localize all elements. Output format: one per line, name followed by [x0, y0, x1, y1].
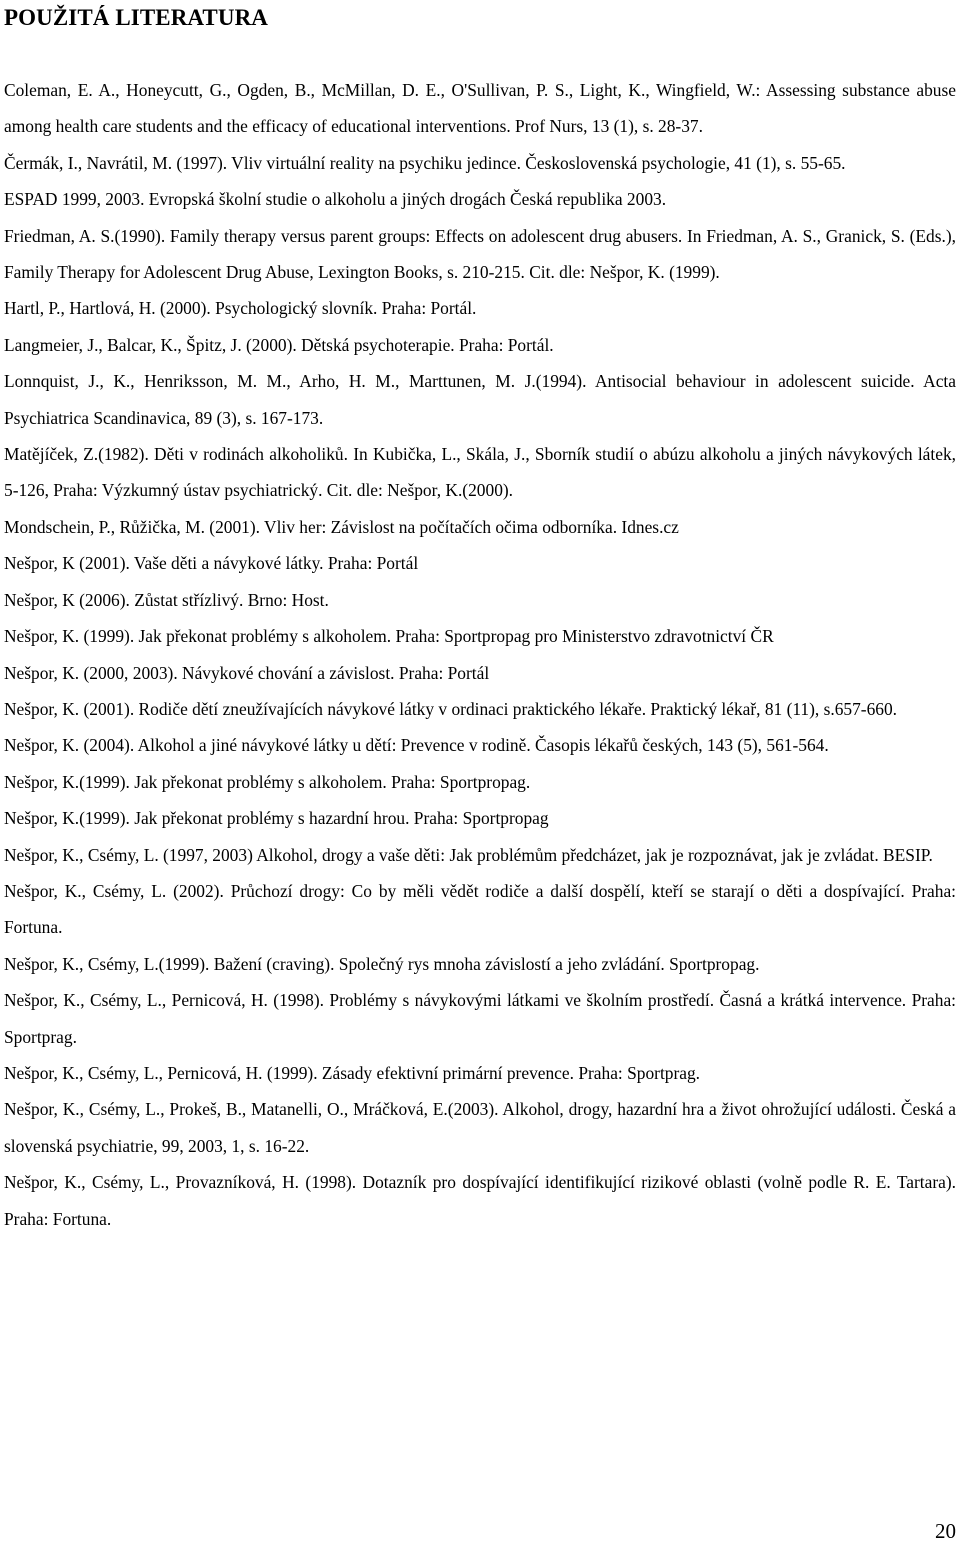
reference-item: Nešpor, K., Csémy, L. (2002). Průchozí drogy: Co by měli vědět rodiče a další dospělí, kteří se starají o děti a dospívající. Praha: Fortuna.	[4, 880, 956, 938]
reference-item: ESPAD 1999, 2003. Evropská školní studie o alkoholu a jiných drogách Česká republika 2003.	[4, 189, 667, 210]
reference-item: Langmeier, J., Balcar, K., Špitz, J. (2000). Dětská psychoterapie. Praha: Portál.	[4, 334, 554, 355]
reference-item: Nešpor, K (2006). Zůstat střízlivý. Brno: Host.	[4, 589, 329, 610]
reference-item: Nešpor, K. (2001). Rodiče dětí zneužívajících návykové látky v ordinaci praktického lékaře. Praktický lékař, 81 (11), s.657-660.	[4, 698, 898, 719]
page-number: 20	[935, 1519, 956, 1543]
reference-item: Nešpor, K., Csémy, L., Pernicová, H. (1998). Problémy s návykovými látkami ve školním prostředí. Časná a krátká intervence. Praha: Sportprag.	[4, 990, 956, 1047]
reference-item: Friedman, A. S.(1990). Family therapy versus parent groups: Effects on adolescent drug abusers. In Friedman, A. S., Granick, S. (Eds.), Family Therapy for Adolescent Drug Abuse, Lexington Books, s. 210-215. Cit. dle: Nešpor, K. (1999).	[4, 225, 956, 283]
reference-item: Nešpor, K., Csémy, L., Provazníková, H. (1998). Dotazník pro dospívající identifikující rizikové oblasti (volně podle R. E. Tartara). Praha: Fortuna.	[4, 1172, 956, 1229]
reference-item: Nešpor, K.(1999). Jak překonat problémy s alkoholem. Praha: Sportpropag.	[4, 771, 531, 792]
reference-item: Nešpor, K., Csémy, L. (1997, 2003) Alkohol, drogy a vaše děti: Jak problémům předcházet, jak je rozpoznávat, jak je zvládat. BESIP.	[4, 844, 933, 865]
reference-item: Coleman, E. A., Honeycutt, G., Ogden, B., McMillan, D. E., O'Sullivan, P. S., Light, K., Wingfield, W.: Assessing substance abuse among health care students and the efficacy of educational interventions. Prof Nurs, 13 (1), s. 28-37.	[4, 80, 956, 137]
reference-item: Nešpor, K., Csémy, L.(1999). Bažení (craving). Společný rys mnoha závislostí a jeho zvládání. Sportpropag.	[4, 953, 760, 974]
reference-item: Lonnquist, J., K., Henriksson, M. M., Arho, H. M., Marttunen, M. J.(1994). Antisocial behaviour in adolescent suicide. Acta Psychiatrica Scandinavica, 89 (3), s. 167-173.	[4, 371, 956, 428]
reference-item: Nešpor, K (2001). Vaše děti a návykové látky. Praha: Portál	[4, 553, 419, 574]
reference-item: Nešpor, K. (2000, 2003). Návykové chování a závislost. Praha: Portál	[4, 662, 490, 683]
page-title: POUŽITÁ LITERATURA	[4, 5, 268, 30]
reference-item: Nešpor, K.(1999). Jak překonat problémy s hazardní hrou. Praha: Sportpropag	[4, 808, 549, 829]
reference-item: Mondschein, P., Růžička, M. (2001). Vliv her: Závislost na počítačích očima odborníka. Idnes.cz	[4, 516, 679, 537]
reference-list	[4, 72, 956, 1237]
reference-item: Nešpor, K. (1999). Jak překonat problémy s alkoholem. Praha: Sportpropag pro Ministerstvo zdravotnictví ČR	[4, 626, 774, 647]
reference-item: Nešpor, K., Csémy, L., Prokeš, B., Matanelli, O., Mráčková, E.(2003). Alkohol, drogy, hazardní hra a život ohrožující události. Česká a slovenská psychiatrie, 99, 2003, 1, s. 16-22.	[4, 1099, 956, 1156]
reference-item: Nešpor, K., Csémy, L., Pernicová, H. (1999). Zásady efektivní primární prevence. Praha: Sportprag.	[4, 1062, 701, 1083]
reference-item: Nešpor, K. (2004). Alkohol a jiné návykové látky u dětí: Prevence v rodině. Časopis lékařů českých, 143 (5), 561-564.	[4, 735, 829, 756]
reference-item: Matějíček, Z.(1982). Děti v rodinách alkoholiků. In Kubička, L., Skála, J., Sborník studií o abúzu alkoholu a jiných návykových látek, 5-126, Praha: Výzkumný ústav psychiatrický. Cit. dle: Nešpor, K.(2000).	[4, 444, 956, 501]
reference-item: Čermák, I., Navrátil, M. (1997). Vliv virtuální reality na psychiku jedince. Československá psychologie, 41 (1), s. 55-65.	[4, 152, 846, 173]
reference-item: Hartl, P., Hartlová, H. (2000). Psychologický slovník. Praha: Portál.	[4, 298, 477, 319]
